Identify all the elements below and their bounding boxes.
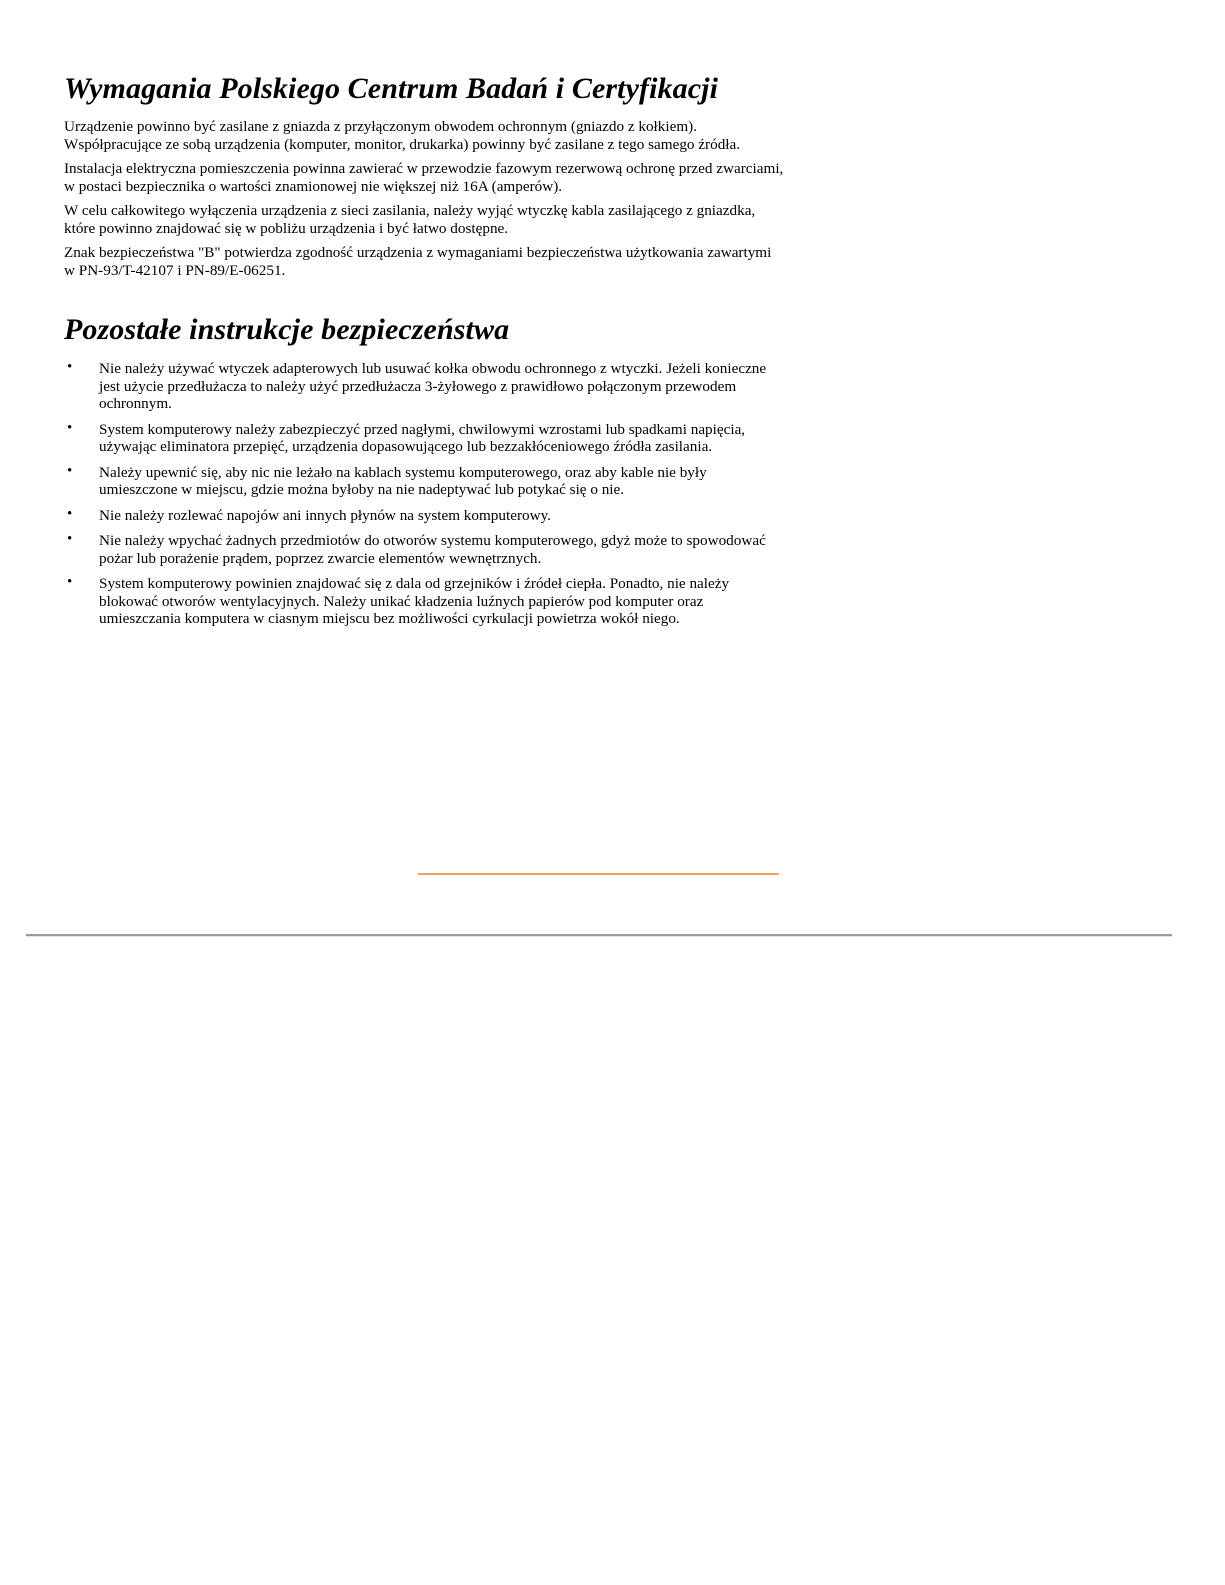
other-safety-instructions-section xyxy=(64,313,784,628)
list-item-text: Należy upewnić się, aby nic nie leżało na kablach systemu komputerowego, oraz aby kable nie były umieszczone w miejscu, gdzie można byłoby na nie nadeptywać lub potykać się o nie. xyxy=(99,463,707,498)
document-content xyxy=(64,72,784,636)
paragraph: W celu całkowitego wyłączenia urządzenia z sieci zasilania, należy wyjąć wtyczkę kabla zasilającego z gniazdka, które powinno znajdować się w pobliżu urządzenia i być łatwo dostępne. xyxy=(64,202,756,237)
bullet-icon: • xyxy=(67,359,73,375)
section-title-pcbc: Wymagania Polskiego Centrum Badań i Certyfikacji xyxy=(64,72,719,105)
list-item xyxy=(64,532,784,567)
paragraph: Instalacja elektryczna pomieszczenia powinna zawierać w przewodzie fazowym rezerwową ochronę przed zwarciami, w postaci bezpiecznika o wartości znamionowej nie większej niż 16A (amperów). xyxy=(64,160,784,195)
bullet-icon: • xyxy=(67,419,73,436)
list-item-text: Nie należy rozlewać napojów ani innych płynów na system komputerowy. xyxy=(99,506,551,524)
bullet-icon: • xyxy=(67,574,73,590)
list-item xyxy=(64,464,784,499)
list-item-text: System komputerowy powinien znajdować się z dala od grzejników i źródeł ciepła. Ponadto, nie należy blokować otworów wentylacyjnych. Należy unikać kładzenia luźnych papierów pod komputer oraz umieszczania komputera w ciasnym miejscu bez możliwości cyrkulacji powietrza wokół niego. xyxy=(99,575,730,627)
safety-instructions-list xyxy=(64,360,784,628)
list-item-text: Nie należy wpychać żadnych przedmiotów do otworów systemu komputerowego, gdyż może to spowodować pożar lub porażenie prądem, poprzez zwarcie elementów wewnętrznych. xyxy=(99,532,766,567)
list-item-text: Nie należy używać wtyczek adapterowych lub usuwać kołka obwodu ochronnego z wtyczki. Jeżeli konieczne jest użycie przedłużacza to należy użyć przedłużacza 3-żyłowego z prawidłowo połączonym przewodem ochronnym. xyxy=(99,360,767,412)
paragraph: Znak bezpieczeństwa "B" potwierdza zgodność urządzenia z wymaganiami bezpieczeństwa użytkowania zawartymi w PN-93/T-42107 i PN-89/E-06251. xyxy=(64,244,772,279)
horizontal-divider xyxy=(26,934,1172,937)
list-item xyxy=(64,360,784,413)
bullet-icon: • xyxy=(67,531,73,547)
list-item xyxy=(64,421,784,456)
list-item-text: System komputerowy należy zabezpieczyć przed nagłymi, chwilowymi wzrostami lub spadkami napięcia, używając eliminatora przepięć, urządzenia dopasowującego lub bezzakłóceniowego źródła zasilania. xyxy=(99,420,746,455)
section-title-safety: Pozostałe instrukcje bezpieczeństwa xyxy=(64,313,510,346)
orange-divider xyxy=(418,873,779,875)
paragraph: Urządzenie powinno być zasilane z gniazda z przyłączonym obwodem ochronnym (gniazdo z kołkiem). Współpracujące ze sobą urządzenia (komputer, monitor, drukarka) powinny być zasilane z tego samego źródła. xyxy=(64,118,741,153)
bullet-icon: • xyxy=(67,462,73,479)
bullet-icon: • xyxy=(67,505,73,522)
pcbc-requirements-section xyxy=(64,72,784,279)
list-item xyxy=(64,575,784,628)
list-item xyxy=(64,507,784,525)
